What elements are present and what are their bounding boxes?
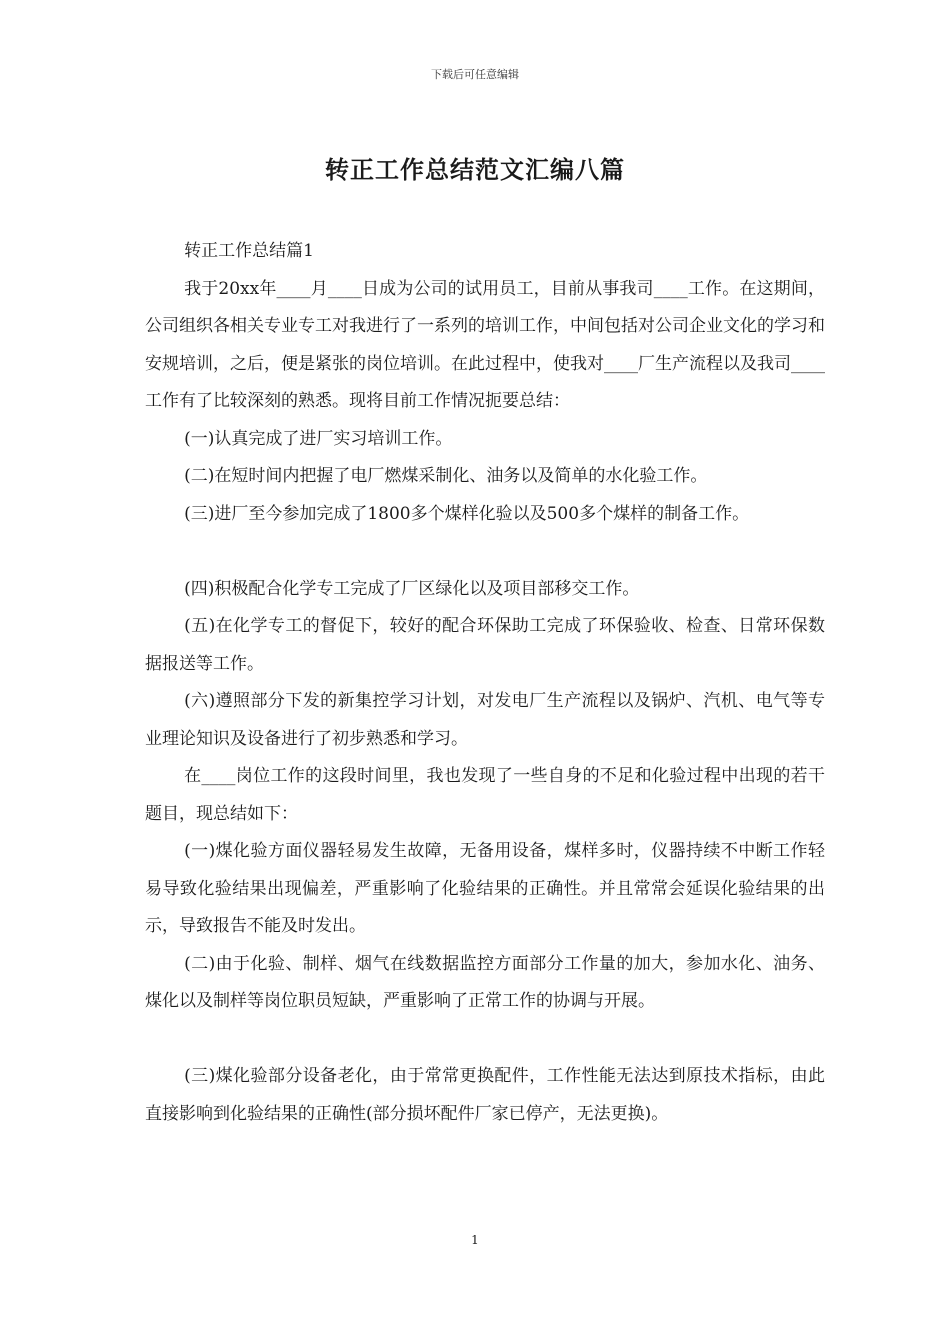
document-body [145, 233, 825, 1133]
list-item: (二)在短时间内把握了电厂燃煤采制化、油务以及简单的水化验工作。 [184, 466, 708, 486]
list-item: (一)煤化验方面仪器轻易发生故障，无备用设备，煤样多时，仪器持续不中断工作轻易导致化验结果出现偏差，严重影响了化验结果的正确性。并且常常会延误化验结果的出示，导致报告不能及时发出。 [145, 841, 825, 936]
body-paragraph: 在____岗位工作的这段时间里，我也发现了一些自身的不足和化验过程中出现的若干题目，现总结如下： [145, 766, 825, 824]
body-paragraph: 我于20xx年____月____日成为公司的试用员工，目前从事我司____工作。在这期间，公司组织各相关专业专工对我进行了一系列的培训工作，中间包括对公司企业文化的学习和安规培训，之后，便是紧张的岗位培训。在此过程中，使我对____厂生产流程以及我司____工作有了比较深刻的熟悉。现将目前工作情况扼要总结： [145, 278, 825, 411]
list-item: (二)由于化验、制样、烟气在线数据监控方面部分工作量的加大，参加水化、油务、煤化以及制样等岗位职员短缺，严重影响了正常工作的协调与开展。 [145, 953, 825, 1011]
list-item: (三)煤化验部分设备老化，由于常常更换配件，工作性能无法达到原技术指标，由此直接影响到化验结果的正确性(部分损坏配件厂家已停产，无法更换)。 [145, 1066, 825, 1124]
document-title: 转正工作总结范文汇编八篇 [325, 155, 625, 184]
header-note: 下载后可任意编辑 [431, 68, 519, 81]
page-number: 1 [471, 1233, 479, 1247]
list-item: (五)在化学专工的督促下，较好的配合环保助工完成了环保验收、检查、日常环保数据报送等工作。 [145, 616, 825, 674]
list-item: (四)积极配合化学专工完成了厂区绿化以及项目部移交工作。 [184, 578, 640, 599]
list-item: (一)认真完成了进厂实习培训工作。 [184, 428, 453, 449]
section-heading: 转正工作总结篇1 [184, 241, 314, 261]
list-item: (三)进厂至今参加完成了1800多个煤样化验以及500多个煤样的制备工作。 [184, 503, 750, 524]
list-item: (六)遵照部分下发的新集控学习计划，对发电厂生产流程以及锅炉、汽机、电气等专业理论知识及设备进行了初步熟悉和学习。 [145, 691, 825, 749]
